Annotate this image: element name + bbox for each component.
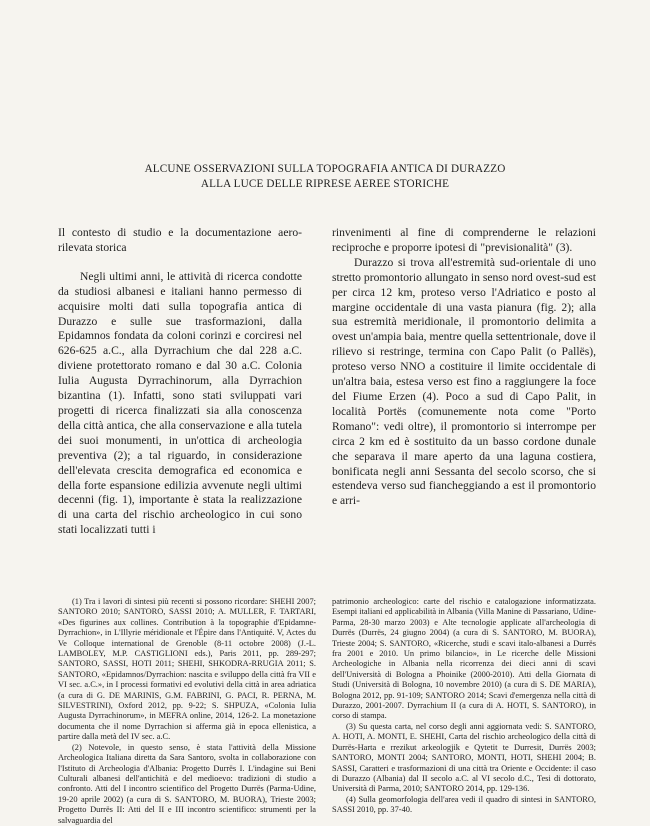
article-title-line-1: ALCUNE OSSERVAZIONI SULLA TOPOGRAFIA ANTICA DI DURAZZO	[144, 163, 506, 175]
article-title-line-2: ALLA LUCE DELLE RIPRESE AEREE STORICHE	[200, 178, 450, 190]
footnotes-left-column	[58, 597, 316, 826]
footnote-1: (1) Tra i lavori di sintesi più recenti si possono ricordare: SHEHI 2007; SANTORO 2010; SANTORO, SASSI 2010; A. MULLER, F. TARTARI, «Des figurines aux collines. Contribution à la topographie d'Epidamne-Dyrrachion», in L'Illyrie méridionale et l'Épire dans l'Antiquité. V, Actes du Ve Colloque international de Grenoble (8-11 octobre 2008) (J.-L. LAMBOLEY, M.P. CASTIGLIONI eds.), Paris 2011, pp. 289-297; SANTORO, SASSI, HOTI 2011; SHEHI, SHKODRA-RRUGIA 2011; S. SANTORO, «Epidamnos/Dyrrachion: nascita e sviluppo della città fra VII e VI sec. a.C.», in I processi formativi ed evolutivi della città in area adriatica (a cura di G. DE MARINIS, G.M. FABRINI, G. PACI, R. PERNA, M. SILVESTRINI), Oxford 2012, pp. 9-22; S. SHPUZA, «Colonia Iulia Augusta Dyrrachinorum», in MEFRA online, 2014, 126-2. La monetazione documenta che il nome Dyrrachion si afferma già in epoca ellenistica, a partire dalla metà del IV sec. a.C.	[58, 597, 316, 742]
footnotes-right-column	[332, 597, 596, 816]
right-text-column	[332, 226, 596, 509]
footnote-2-continued: patrimonio archeologico: carte del rischio e catalogazione informatizzata. Esempi italiani ed applicabilità in Albania (Villa Manine di Passariano, Udine-Parma, 28-30 marzo 2003) e Alte tecnologie applicate all'archeologia di Durrës (Durrës, 24 giugno 2004) (a cura di S. SANTORO, M. BUORA), Trieste 2004; S. SANTORO, «Ricerche, studi e scavi italo-albanesi a Durrës fra 2001 e 2010. Un primo bilancio», in Le ricerche delle Missioni Archeologiche in Albania nella ricorrenza dei dieci anni di scavi dell'Università di Bologna a Phoinike (2000-2010). Atti della Giornata di Studi (Università di Bologna, 10 novembre 2010) (a cura di S. DE MARIA), Bologna 2012, pp. 91-109; SANTORO 2014; Scavi d'emergenza nella città di Durazzo, 2001-2007. Dyrrachium II (a cura di A. HOTI, S. SANTORO), in corso di stampa.	[332, 597, 596, 721]
body-paragraph-3: Durazzo si trova all'estremità sud-orientale di uno stretto promontorio allungato in senso nord ovest-sud est per circa 12 km, proteso verso l'Adriatico e posto al margine occidentale di una vasta pianura (fig. 2); alla sua estremità meridionale, il promontorio delimita a ovest un'ampia baia, mentre quella settentrionale, dove il rilievo si restringe, termina con Capo Palit (o Pallës), proteso verso NNO a costituire il limite occidentale di un'altra baia, estesa verso est fino a raggiungere la foce del Fiume Erzen (4). Poco a sud di Capo Palit, in località Portës (comunemente nota come "Porto Romano": vedi oltre), il promontorio si interrompe per circa 2 km ed è sostituito da un basso cordone dunale che separava il mare aperto da una laguna costiera, bonificata negli anni Sessanta del secolo scorso, che si estendeva verso sud fiancheggiando a est il promontorio e arri-	[332, 255, 596, 508]
article-title	[60, 162, 590, 192]
footnote-2: (2) Notevole, in questo senso, è stata l'attività della Missione Archeologica Italiana diretta da Sara Santoro, svolta in collaborazione con l'Istituto di Archeologia d'Albania: Progetto Durrës I. L'indagine sui Beni Culturali albanesi dell'antichità e del medioevo: tradizioni di studio a confronto. Atti del I incontro scientifico del Progetto Durrës (Parma-Udine, 19-20 aprile 2002) (a cura di S. SANTORO, M. BUORA), Trieste 2003; Progetto Durrës II: Atti del II e III incontro scientifico: strumenti per la salvaguardia del	[58, 742, 316, 825]
footnote-4: (4) Sulla geomorfologia dell'area vedi il quadro di sintesi in SANTORO, SASSI 2010, pp. 37-40.	[332, 794, 596, 815]
body-paragraph-1: Negli ultimi anni, le attività di ricerca condotte da studiosi albanesi e italiani hanno permesso di acquisire molti dati sulla topografia antica di Durazzo e sulle sue trasformazioni, dalla Epidamnos fondata da coloni corinzi e corciresi nel 626-625 a.C., alla Dyrrachium che dal 228 a.C. diviene protettorato romano e dal 30 a.C. Colonia Iulia Augusta Dyrrachinorum, alla Dyrrachion bizantina (1). Infatti, sono stati sviluppati vari progetti di ricerca finalizzati sia alla conoscenza della città antica, che alla conservazione e alla tutela dei suoi monumenti, in un'ottica di archeologia preventiva (2); a tal riguardo, in considerazione dell'elevata crescita demografica ed economica e della forte espansione edilizia avvenute negli ultimi decenni (fig. 1), importante è stata la realizzazione di una carta del rischio archeologico in cui sono stati localizzati tutti i	[58, 269, 302, 537]
section-heading: Il contesto di studio e la documentazione aero-rilevata storica	[58, 226, 302, 254]
footnote-3: (3) Su questa carta, nel corso degli anni aggiornata vedi: S. SANTORO, A. HOTI, A. MONTI, E. SHEHI, Carta del rischio archeologico della città di Durrës-Harta e rrezikut arkeologjik e Qytetit te Durresit, Durrës 2003; SANTORO, MONTI 2004; SANTORO, MONTI, HOTI, SHEHI 2004; B. SASSI, Caratteri e trasformazioni di una città tra Oriente e Occidente: il caso di Durazzo (Albania) dal II secolo a.C. al VI secolo d.C., Tesi di dottorato, Università di Parma, 2010; SANTORO 2014, pp. 129-136.	[332, 721, 596, 794]
left-text-column	[58, 226, 302, 538]
body-paragraph-2: rinvenimenti al fine di comprenderne le relazioni reciproche e proporre ipotesi di "previsionalità" (3).	[332, 226, 596, 254]
